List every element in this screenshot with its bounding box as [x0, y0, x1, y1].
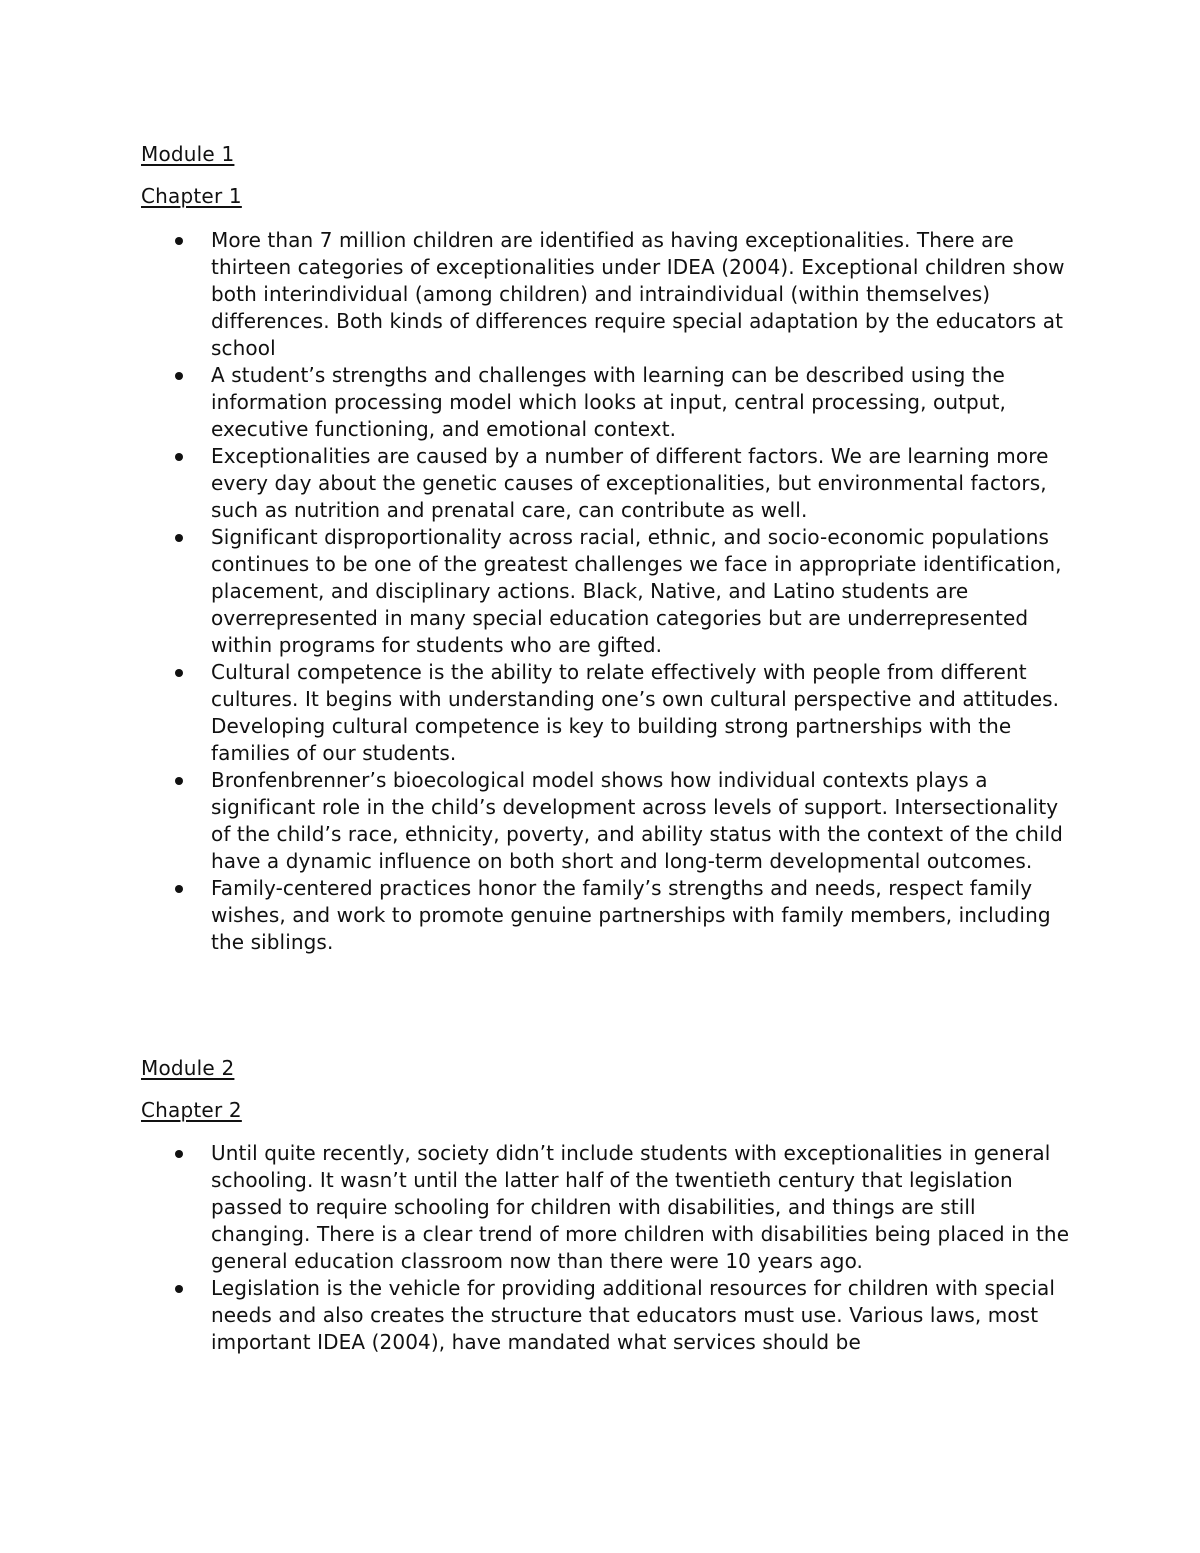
bullet-icon — [175, 885, 183, 893]
list-item — [141, 1140, 1071, 1275]
bullet-icon — [175, 669, 183, 677]
list-item — [141, 659, 1071, 767]
list-item — [141, 362, 1071, 443]
chapter-2-heading: Chapter 2 — [141, 1098, 242, 1122]
bullet-icon — [175, 534, 183, 542]
list-item-text: Exceptionalities are caused by a number of different factors. We are learning more every day about the genetic causes of exceptionalities, but environmental factors, such as nutrition and prenatal care, can contribute as well. — [211, 444, 1049, 522]
list-item-text: Cultural competence is the ability to relate effectively with people from different cultures. It begins with understanding one’s own cultural perspective and attitudes. Developing cultural competence is key to building strong partnerships with the families of our students. — [211, 660, 1060, 765]
list-item-text: Family-centered practices honor the family’s strengths and needs, respect family wishes, and work to promote genuine partnerships with family members, including the siblings. — [211, 876, 1051, 954]
list-item-text: Legislation is the vehicle for providing additional resources for children with special needs and also creates the structure that educators must use. Various laws, most important IDEA (2004), have mandated what services should be — [211, 1276, 1055, 1354]
bullet-icon — [175, 453, 183, 461]
list-item — [141, 875, 1071, 956]
module-2-heading: Module 2 — [141, 1056, 235, 1080]
bullet-icon — [175, 777, 183, 785]
bullet-icon — [175, 1150, 183, 1158]
bullet-icon — [175, 1285, 183, 1293]
list-item — [141, 524, 1071, 659]
chapter-2-bullet-list — [141, 1140, 1071, 1356]
list-item — [141, 443, 1071, 524]
bullet-icon — [175, 237, 183, 245]
list-item-text: Bronfenbrenner’s bioecological model shows how individual contexts plays a significant role in the child’s development across levels of support. Intersectionality of the child’s race, ethnicity, poverty, and ability status with the context of the child have a dynamic influence on both short and long-term developmental outcomes. — [211, 768, 1063, 873]
list-item — [141, 1275, 1071, 1356]
list-item-text: More than 7 million children are identified as having exceptionalities. There are thirteen categories of exceptionalities under IDEA (2004). Exceptional children show both interindividual (among children) and intraindividual (within themselves) differences. Both kinds of differences require special adaptation by the educators at school — [211, 228, 1065, 360]
chapter-1-heading: Chapter 1 — [141, 184, 242, 208]
bullet-icon — [175, 372, 183, 380]
list-item-text: Until quite recently, society didn’t include students with exceptionalities in general schooling. It wasn’t until the latter half of the twentieth century that legislation passed to require schooling for children with disabilities, and things are still changing. There is a clear trend of more children with disabilities being placed in the general education classroom now than there were 10 years ago. — [211, 1141, 1070, 1273]
list-item-text: A student’s strengths and challenges with learning can be described using the information processing model which looks at input, central processing, output, executive functioning, and emotional context. — [211, 363, 1007, 441]
list-item — [141, 227, 1071, 362]
chapter-1-bullet-list — [141, 227, 1071, 956]
list-item-text: Significant disproportionality across racial, ethnic, and socio-economic populations continues to be one of the greatest challenges we face in appropriate identification, placement, and disciplinary actions. Black, Native, and Latino students are overrepresented in many special education categories but are underrepresented within programs for students who are gifted. — [211, 525, 1062, 657]
module-1-heading: Module 1 — [141, 142, 235, 166]
list-item — [141, 767, 1071, 875]
